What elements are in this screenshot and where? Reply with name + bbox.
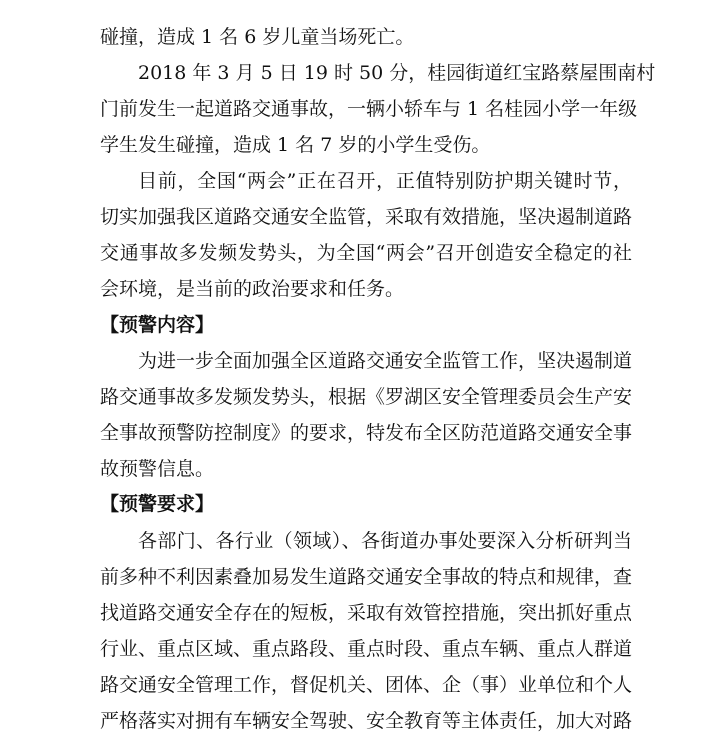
text-line: 故预警信息。 [100, 458, 215, 480]
text-line: 全事故预警防控制度》的要求，特发布全区防范道路交通安全事 [100, 422, 633, 444]
text-line: 路交通事故多发频发势头，根据《罗湖区安全管理委员会生产安 [100, 386, 633, 408]
text-line: 路交通安全管理工作，督促机关、团体、企（事）业单位和个人 [100, 674, 633, 696]
text-line: 各部门、各行业（领域）、各街道办事处要深入分析研判当 [138, 530, 632, 552]
text-line: 碰撞，造成 1 名 6 岁儿童当场死亡。 [100, 26, 415, 48]
text-line: 交通事故多发频发势头，为全国“两会”召开创造安全稳定的社 [100, 242, 632, 264]
text-line: 切实加强我区道路交通安全监管，采取有效措施，坚决遏制道路 [100, 206, 633, 228]
text-line: 行业、重点区域、重点路段、重点时段、重点车辆、重点人群道 [100, 638, 633, 660]
text-line: 找道路交通安全存在的短板，采取有效管控措施，突出抓好重点 [100, 602, 633, 624]
text-line: 严格落实对拥有车辆安全驾驶、安全教育等主体责任，加大对路 [100, 710, 633, 732]
text-line: 学生发生碰撞，造成 1 名 7 岁的小学生受伤。 [100, 134, 491, 156]
text-line: 前多种不利因素叠加易发生道路交通安全事故的特点和规律，查 [100, 566, 633, 588]
text-line: 门前发生一起道路交通事故，一辆小轿车与 1 名桂园小学一年级 [100, 98, 638, 120]
text-line: 会环境，是当前的政治要求和任务。 [100, 278, 405, 300]
section-heading: 【预警要求】 [100, 493, 215, 515]
text-line: 为进一步全面加强全区道路交通安全监管工作，坚决遏制道 [138, 350, 633, 372]
text-line: 2018 年 3 月 5 日 19 时 50 分，桂园街道红宝路蔡屋围南村 [138, 62, 656, 84]
text-line: 目前，全国“两会”正在召开，正值特别防护期关键时节， [138, 170, 632, 192]
section-heading: 【预警内容】 [100, 314, 215, 336]
